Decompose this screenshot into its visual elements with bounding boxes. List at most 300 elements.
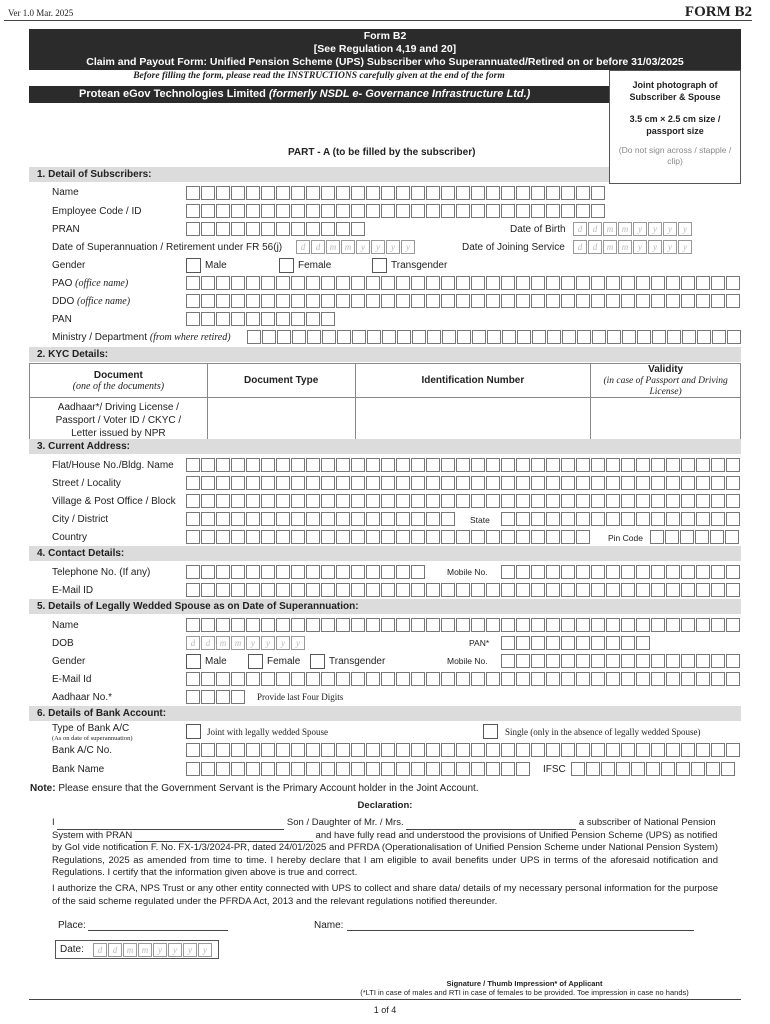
char-box[interactable] — [621, 743, 635, 757]
char-box[interactable] — [276, 583, 290, 597]
char-box[interactable] — [396, 743, 410, 757]
char-box[interactable] — [261, 512, 275, 526]
char-box[interactable] — [576, 476, 590, 490]
char-box[interactable] — [576, 565, 590, 579]
char-box[interactable] — [561, 636, 575, 650]
char-box[interactable] — [516, 294, 530, 308]
char-box[interactable] — [216, 294, 230, 308]
char-box[interactable] — [411, 618, 425, 632]
char-box[interactable] — [321, 565, 335, 579]
char-box[interactable] — [246, 583, 260, 597]
char-box[interactable] — [306, 530, 320, 544]
char-box[interactable] — [606, 476, 620, 490]
char-box[interactable] — [382, 330, 396, 344]
char-box[interactable] — [516, 276, 530, 290]
char-box[interactable] — [681, 458, 695, 472]
char-box[interactable] — [366, 762, 380, 776]
char-box[interactable] — [651, 672, 665, 686]
email-boxes[interactable] — [186, 583, 741, 597]
char-box[interactable] — [622, 330, 636, 344]
char-box[interactable] — [292, 330, 306, 344]
char-box[interactable] — [516, 186, 530, 200]
date-char-box[interactable]: m — [216, 636, 230, 650]
char-box[interactable] — [396, 458, 410, 472]
char-box[interactable] — [616, 762, 630, 776]
char-box[interactable] — [441, 494, 455, 508]
char-box[interactable] — [411, 743, 425, 757]
char-box[interactable] — [216, 618, 230, 632]
char-box[interactable] — [621, 294, 635, 308]
char-box[interactable] — [727, 330, 741, 344]
char-box[interactable] — [621, 672, 635, 686]
char-box[interactable] — [441, 186, 455, 200]
char-box[interactable] — [516, 636, 530, 650]
char-box[interactable] — [426, 294, 440, 308]
char-box[interactable] — [651, 476, 665, 490]
char-box[interactable] — [471, 618, 485, 632]
char-box[interactable] — [531, 494, 545, 508]
char-box[interactable] — [706, 762, 720, 776]
char-box[interactable] — [201, 222, 215, 236]
char-box[interactable] — [516, 762, 530, 776]
char-box[interactable] — [591, 583, 605, 597]
char-box[interactable] — [381, 458, 395, 472]
char-box[interactable] — [576, 276, 590, 290]
char-box[interactable] — [666, 276, 680, 290]
char-box[interactable] — [276, 565, 290, 579]
char-box[interactable] — [306, 565, 320, 579]
pin-code-boxes[interactable] — [650, 530, 740, 544]
char-box[interactable] — [381, 476, 395, 490]
char-box[interactable] — [726, 618, 740, 632]
char-box[interactable] — [321, 583, 335, 597]
char-box[interactable] — [261, 222, 275, 236]
char-box[interactable] — [696, 565, 710, 579]
char-box[interactable] — [411, 530, 425, 544]
char-box[interactable] — [381, 672, 395, 686]
telephone-boxes[interactable] — [186, 565, 426, 579]
date-char-box[interactable]: y — [291, 636, 305, 650]
char-box[interactable] — [291, 312, 305, 326]
char-box[interactable] — [411, 494, 425, 508]
char-box[interactable] — [546, 530, 560, 544]
char-box[interactable] — [546, 476, 560, 490]
char-box[interactable] — [231, 690, 245, 704]
char-box[interactable] — [711, 476, 725, 490]
char-box[interactable] — [306, 672, 320, 686]
char-box[interactable] — [636, 672, 650, 686]
char-box[interactable] — [381, 294, 395, 308]
char-box[interactable] — [306, 312, 320, 326]
char-box[interactable] — [351, 583, 365, 597]
char-box[interactable] — [636, 458, 650, 472]
mobile-boxes[interactable] — [501, 565, 741, 579]
char-box[interactable] — [471, 530, 485, 544]
char-box[interactable] — [546, 565, 560, 579]
char-box[interactable] — [501, 294, 515, 308]
char-box[interactable] — [486, 276, 500, 290]
char-box[interactable] — [291, 276, 305, 290]
char-box[interactable] — [276, 312, 290, 326]
char-box[interactable] — [546, 743, 560, 757]
char-box[interactable] — [396, 494, 410, 508]
applicant-name-line[interactable] — [57, 820, 284, 830]
char-box[interactable] — [381, 186, 395, 200]
village-boxes[interactable] — [186, 494, 741, 508]
decl-name-line[interactable] — [347, 930, 694, 931]
char-box[interactable] — [441, 458, 455, 472]
pan-boxes[interactable] — [186, 312, 336, 326]
date-char-box[interactable]: m — [326, 240, 340, 254]
char-box[interactable] — [576, 743, 590, 757]
char-box[interactable] — [186, 186, 200, 200]
char-box[interactable] — [681, 294, 695, 308]
gender-transgender-checkbox[interactable] — [372, 258, 387, 273]
char-box[interactable] — [607, 330, 621, 344]
char-box[interactable] — [306, 476, 320, 490]
char-box[interactable] — [531, 583, 545, 597]
char-box[interactable] — [276, 476, 290, 490]
char-box[interactable] — [261, 204, 275, 218]
char-box[interactable] — [576, 458, 590, 472]
char-box[interactable] — [726, 494, 740, 508]
char-box[interactable] — [486, 294, 500, 308]
char-box[interactable] — [396, 672, 410, 686]
char-box[interactable] — [396, 476, 410, 490]
char-box[interactable] — [321, 672, 335, 686]
char-box[interactable] — [711, 618, 725, 632]
bank-account-boxes[interactable] — [186, 743, 741, 757]
char-box[interactable] — [216, 494, 230, 508]
char-box[interactable] — [396, 583, 410, 597]
char-box[interactable] — [546, 276, 560, 290]
char-box[interactable] — [366, 618, 380, 632]
char-box[interactable] — [486, 494, 500, 508]
char-box[interactable] — [636, 583, 650, 597]
char-box[interactable] — [321, 186, 335, 200]
char-box[interactable] — [411, 762, 425, 776]
char-box[interactable] — [321, 276, 335, 290]
date-char-box[interactable]: y — [153, 943, 167, 957]
char-box[interactable] — [591, 672, 605, 686]
date-char-box[interactable]: m — [618, 222, 632, 236]
char-box[interactable] — [442, 330, 456, 344]
char-box[interactable] — [441, 294, 455, 308]
char-box[interactable] — [396, 294, 410, 308]
char-box[interactable] — [186, 762, 200, 776]
char-box[interactable] — [231, 618, 245, 632]
char-box[interactable] — [546, 654, 560, 668]
char-box[interactable] — [396, 762, 410, 776]
char-box[interactable] — [306, 494, 320, 508]
char-box[interactable] — [471, 458, 485, 472]
char-box[interactable] — [351, 618, 365, 632]
char-box[interactable] — [531, 672, 545, 686]
char-box[interactable] — [261, 276, 275, 290]
char-box[interactable] — [606, 654, 620, 668]
char-box[interactable] — [456, 618, 470, 632]
date-char-box[interactable]: d — [588, 240, 602, 254]
char-box[interactable] — [621, 618, 635, 632]
char-box[interactable] — [186, 672, 200, 686]
char-box[interactable] — [366, 494, 380, 508]
char-box[interactable] — [710, 530, 724, 544]
char-box[interactable] — [561, 654, 575, 668]
country-boxes[interactable] — [186, 530, 591, 544]
char-box[interactable] — [711, 672, 725, 686]
char-box[interactable] — [276, 222, 290, 236]
char-box[interactable] — [352, 330, 366, 344]
char-box[interactable] — [546, 618, 560, 632]
char-box[interactable] — [456, 743, 470, 757]
char-box[interactable] — [516, 565, 530, 579]
char-box[interactable] — [336, 512, 350, 526]
char-box[interactable] — [486, 762, 500, 776]
char-box[interactable] — [246, 512, 260, 526]
char-box[interactable] — [650, 530, 664, 544]
char-box[interactable] — [561, 618, 575, 632]
char-box[interactable] — [276, 204, 290, 218]
char-box[interactable] — [186, 743, 200, 757]
char-box[interactable] — [711, 294, 725, 308]
char-box[interactable] — [381, 530, 395, 544]
char-box[interactable] — [562, 330, 576, 344]
char-box[interactable] — [276, 186, 290, 200]
char-box[interactable] — [276, 494, 290, 508]
char-box[interactable] — [621, 636, 635, 650]
char-box[interactable] — [486, 186, 500, 200]
char-box[interactable] — [276, 762, 290, 776]
char-box[interactable] — [651, 512, 665, 526]
char-box[interactable] — [396, 618, 410, 632]
char-box[interactable] — [652, 330, 666, 344]
char-box[interactable] — [456, 530, 470, 544]
char-box[interactable] — [726, 654, 740, 668]
char-box[interactable] — [201, 690, 215, 704]
char-box[interactable] — [621, 654, 635, 668]
char-box[interactable] — [456, 458, 470, 472]
date-char-box[interactable]: m — [603, 222, 617, 236]
char-box[interactable] — [246, 476, 260, 490]
char-box[interactable] — [681, 618, 695, 632]
char-box[interactable] — [591, 512, 605, 526]
char-box[interactable] — [621, 512, 635, 526]
char-box[interactable] — [681, 565, 695, 579]
char-box[interactable] — [546, 294, 560, 308]
char-box[interactable] — [681, 276, 695, 290]
char-box[interactable] — [261, 458, 275, 472]
char-box[interactable] — [682, 330, 696, 344]
char-box[interactable] — [291, 494, 305, 508]
char-box[interactable] — [456, 204, 470, 218]
char-box[interactable] — [591, 618, 605, 632]
char-box[interactable] — [486, 204, 500, 218]
char-box[interactable] — [396, 512, 410, 526]
char-box[interactable] — [261, 618, 275, 632]
date-char-box[interactable]: d — [93, 943, 107, 957]
char-box[interactable] — [381, 276, 395, 290]
char-box[interactable] — [246, 186, 260, 200]
char-box[interactable] — [396, 565, 410, 579]
date-char-box[interactable]: d — [296, 240, 310, 254]
char-box[interactable] — [306, 294, 320, 308]
char-box[interactable] — [441, 762, 455, 776]
char-box[interactable] — [246, 530, 260, 544]
char-box[interactable] — [411, 276, 425, 290]
char-box[interactable] — [351, 672, 365, 686]
char-box[interactable] — [276, 530, 290, 544]
kyc-validity-cell[interactable] — [591, 398, 741, 444]
char-box[interactable] — [725, 530, 739, 544]
char-box[interactable] — [666, 565, 680, 579]
char-box[interactable] — [321, 458, 335, 472]
char-box[interactable] — [291, 458, 305, 472]
char-box[interactable] — [501, 565, 515, 579]
char-box[interactable] — [711, 654, 725, 668]
char-box[interactable] — [321, 762, 335, 776]
date-char-box[interactable]: y — [246, 636, 260, 650]
state-boxes[interactable] — [501, 512, 741, 526]
char-box[interactable] — [695, 530, 709, 544]
char-box[interactable] — [516, 583, 530, 597]
char-box[interactable] — [531, 512, 545, 526]
char-box[interactable] — [396, 186, 410, 200]
char-box[interactable] — [621, 494, 635, 508]
ddo-boxes[interactable] — [186, 294, 741, 308]
street-boxes[interactable] — [186, 476, 741, 490]
char-box[interactable] — [651, 565, 665, 579]
char-box[interactable] — [636, 512, 650, 526]
char-box[interactable] — [501, 186, 515, 200]
char-box[interactable] — [366, 530, 380, 544]
date-char-box[interactable]: m — [618, 240, 632, 254]
char-box[interactable] — [516, 476, 530, 490]
char-box[interactable] — [201, 512, 215, 526]
char-box[interactable] — [651, 494, 665, 508]
char-box[interactable] — [531, 636, 545, 650]
char-box[interactable] — [592, 330, 606, 344]
char-box[interactable] — [591, 276, 605, 290]
kyc-id-number-cell[interactable] — [355, 398, 591, 444]
char-box[interactable] — [306, 762, 320, 776]
date-char-box[interactable]: y — [648, 240, 662, 254]
char-box[interactable] — [501, 476, 515, 490]
char-box[interactable] — [186, 204, 200, 218]
char-box[interactable] — [501, 762, 515, 776]
char-box[interactable] — [246, 204, 260, 218]
char-box[interactable] — [216, 762, 230, 776]
char-box[interactable] — [621, 276, 635, 290]
char-box[interactable] — [501, 512, 515, 526]
char-box[interactable] — [381, 494, 395, 508]
char-box[interactable] — [426, 276, 440, 290]
char-box[interactable] — [321, 222, 335, 236]
char-box[interactable] — [291, 476, 305, 490]
char-box[interactable] — [411, 512, 425, 526]
city-boxes[interactable] — [186, 512, 456, 526]
char-box[interactable] — [606, 672, 620, 686]
char-box[interactable] — [321, 618, 335, 632]
char-box[interactable] — [441, 530, 455, 544]
date-char-box[interactable]: y — [183, 943, 197, 957]
char-box[interactable] — [471, 294, 485, 308]
char-box[interactable] — [546, 512, 560, 526]
char-box[interactable] — [231, 294, 245, 308]
char-box[interactable] — [246, 276, 260, 290]
char-box[interactable] — [336, 494, 350, 508]
char-box[interactable] — [651, 583, 665, 597]
char-box[interactable] — [231, 743, 245, 757]
char-box[interactable] — [621, 476, 635, 490]
char-box[interactable] — [456, 186, 470, 200]
char-box[interactable] — [606, 512, 620, 526]
char-box[interactable] — [636, 494, 650, 508]
char-box[interactable] — [636, 565, 650, 579]
char-box[interactable] — [366, 276, 380, 290]
char-box[interactable] — [186, 494, 200, 508]
date-char-box[interactable]: m — [231, 636, 245, 650]
char-box[interactable] — [576, 294, 590, 308]
char-box[interactable] — [321, 476, 335, 490]
char-box[interactable] — [531, 565, 545, 579]
pran-line[interactable] — [135, 832, 313, 842]
char-box[interactable] — [471, 583, 485, 597]
char-box[interactable] — [501, 583, 515, 597]
char-box[interactable] — [186, 458, 200, 472]
char-box[interactable] — [261, 672, 275, 686]
char-box[interactable] — [456, 294, 470, 308]
char-box[interactable] — [691, 762, 705, 776]
declaration-date-boxes[interactable] — [93, 943, 213, 957]
char-box[interactable] — [591, 565, 605, 579]
dob-boxes[interactable] — [573, 222, 693, 236]
char-box[interactable] — [531, 743, 545, 757]
char-box[interactable] — [681, 743, 695, 757]
char-box[interactable] — [531, 276, 545, 290]
char-box[interactable] — [441, 583, 455, 597]
char-box[interactable] — [381, 743, 395, 757]
char-box[interactable] — [366, 458, 380, 472]
char-box[interactable] — [586, 762, 600, 776]
char-box[interactable] — [516, 654, 530, 668]
char-box[interactable] — [711, 276, 725, 290]
parent-name-line[interactable] — [406, 820, 576, 830]
char-box[interactable] — [381, 512, 395, 526]
char-box[interactable] — [456, 476, 470, 490]
date-char-box[interactable]: m — [123, 943, 137, 957]
char-box[interactable] — [666, 743, 680, 757]
date-char-box[interactable]: y — [276, 636, 290, 650]
char-box[interactable] — [591, 636, 605, 650]
char-box[interactable] — [216, 530, 230, 544]
char-box[interactable] — [366, 204, 380, 218]
char-box[interactable] — [666, 672, 680, 686]
date-char-box[interactable]: d — [588, 222, 602, 236]
date-char-box[interactable]: y — [678, 240, 692, 254]
char-box[interactable] — [321, 743, 335, 757]
char-box[interactable] — [231, 312, 245, 326]
date-char-box[interactable]: y — [663, 222, 677, 236]
char-box[interactable] — [336, 186, 350, 200]
char-box[interactable] — [336, 476, 350, 490]
char-box[interactable] — [381, 565, 395, 579]
char-box[interactable] — [636, 654, 650, 668]
date-char-box[interactable]: y — [386, 240, 400, 254]
char-box[interactable] — [246, 222, 260, 236]
char-box[interactable] — [561, 294, 575, 308]
char-box[interactable] — [712, 330, 726, 344]
char-box[interactable] — [396, 530, 410, 544]
